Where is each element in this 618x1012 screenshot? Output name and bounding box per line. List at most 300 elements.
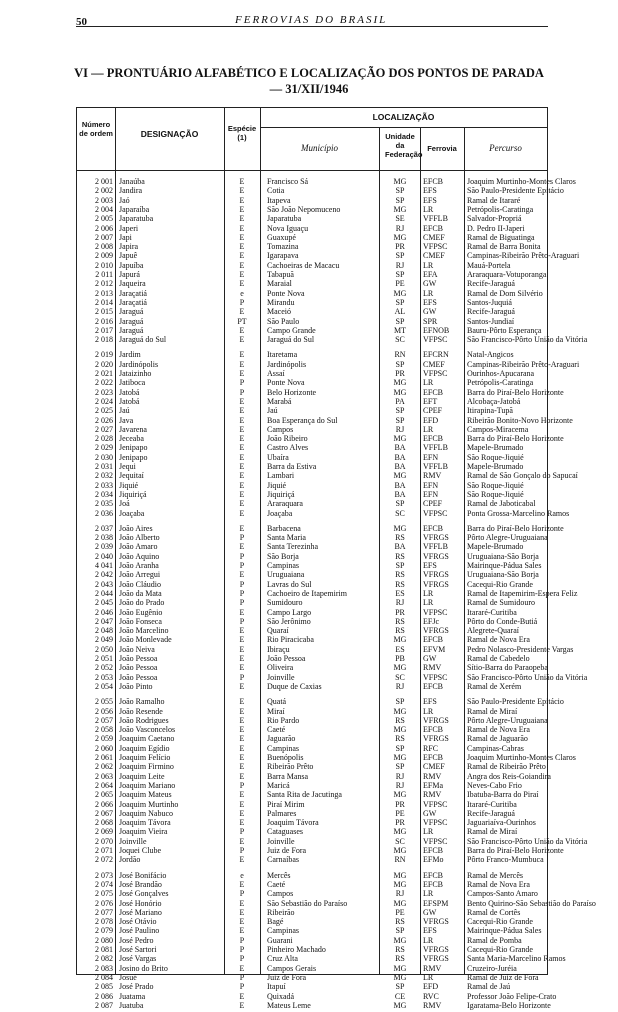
state: BA bbox=[394, 452, 406, 462]
state: RS bbox=[395, 954, 405, 964]
municipality: Carnaíbas bbox=[267, 855, 299, 865]
state: SP bbox=[395, 251, 405, 261]
railway: EFD bbox=[423, 982, 439, 992]
state: PE bbox=[395, 279, 405, 289]
railway: VFRGS bbox=[423, 917, 449, 927]
row-number: 2 011 bbox=[95, 270, 113, 279]
route: Neves-Cabo Frio bbox=[467, 780, 522, 790]
station-type: E bbox=[239, 508, 245, 518]
page-number: 50 bbox=[76, 16, 87, 28]
state: RS bbox=[395, 626, 405, 636]
row-number: 2 065 bbox=[95, 790, 113, 800]
station-name: Joaquim Távora bbox=[119, 818, 171, 828]
railway: CMEF bbox=[423, 359, 445, 369]
table-row bbox=[77, 508, 570, 520]
station-type: E bbox=[239, 415, 245, 425]
route: Recife-Jaraguá bbox=[467, 307, 515, 317]
station-type: E bbox=[239, 242, 245, 252]
route: Petrópolis-Caratinga bbox=[467, 204, 534, 214]
route: Santos-Juquiá bbox=[467, 297, 512, 307]
route: São Roque-Jiquié bbox=[467, 452, 524, 462]
railway: EFVM bbox=[423, 644, 446, 654]
header-especie: Espécie (1) bbox=[227, 124, 257, 142]
station-name: José Prado bbox=[119, 982, 154, 992]
municipality: Ponte Nova bbox=[267, 288, 305, 298]
railway: VFPSC bbox=[423, 672, 448, 682]
station-type: E bbox=[239, 808, 245, 818]
railway: EFCB bbox=[423, 434, 444, 444]
municipality: Campinas bbox=[267, 926, 299, 936]
station-type: E bbox=[239, 396, 245, 406]
municipality: São Sebastião do Paraíso bbox=[267, 898, 348, 908]
station-name: João Aquino bbox=[119, 551, 160, 561]
railway: EFN bbox=[423, 480, 439, 490]
station-type: E bbox=[239, 654, 245, 663]
station-type: E bbox=[239, 697, 245, 707]
station-type: E bbox=[239, 177, 245, 186]
railway: EFCB bbox=[423, 879, 444, 889]
station-name: Japeri bbox=[119, 223, 139, 233]
station-name: Juatuba bbox=[119, 1000, 144, 1010]
station-type: P bbox=[239, 297, 245, 307]
railway: EFS bbox=[423, 561, 437, 570]
railway: EFA bbox=[423, 270, 438, 279]
municipality: Bagé bbox=[267, 917, 284, 927]
station-type: P bbox=[239, 889, 245, 899]
station-type: E bbox=[239, 223, 245, 233]
route: Ramal de Miraí bbox=[467, 827, 518, 837]
municipality: Campinas bbox=[267, 561, 299, 570]
row-number: 2 004 bbox=[95, 204, 113, 214]
station-name: João da Mata bbox=[119, 588, 162, 598]
row-number: 2 060 bbox=[95, 743, 113, 753]
route: Ramal de Itararé bbox=[467, 195, 521, 205]
municipality: Buenópolis bbox=[267, 753, 304, 762]
route: Ponta Grossa-Marcelino Ramos bbox=[467, 508, 570, 518]
route: Santos-Jundiaí bbox=[467, 316, 515, 326]
state: RS bbox=[395, 579, 405, 589]
route: Pôrto Franco-Mumbuca bbox=[467, 855, 544, 865]
railway: CMEF bbox=[423, 762, 445, 772]
row-number: 2 055 bbox=[95, 697, 113, 707]
row-number: 2 064 bbox=[95, 780, 113, 790]
municipality: Campos Gerais bbox=[267, 963, 317, 973]
station-type: E bbox=[239, 335, 245, 345]
station-name: Jordão bbox=[119, 855, 141, 865]
route: Ramal de Cabedelo bbox=[467, 654, 530, 663]
station-name: Jaraçatiá bbox=[119, 288, 147, 298]
row-number: 2 070 bbox=[95, 836, 113, 846]
row-number: 2 028 bbox=[95, 434, 113, 444]
railway: EFN bbox=[423, 489, 439, 499]
route: São Paulo-Presidente Epitácio bbox=[467, 697, 564, 707]
railway: GW bbox=[423, 907, 437, 917]
railway: EFS bbox=[423, 297, 437, 307]
route: Ourinhos-Apucarana bbox=[467, 369, 535, 378]
state: MG bbox=[393, 471, 407, 481]
municipality: Campo Largo bbox=[267, 607, 312, 617]
railway: CMEF bbox=[423, 251, 445, 261]
railway: RMV bbox=[423, 471, 442, 481]
row-number: 2 058 bbox=[95, 725, 113, 735]
station-name: Jiquié bbox=[119, 480, 139, 490]
railway: EFN bbox=[423, 452, 439, 462]
row-number: 2 066 bbox=[95, 799, 113, 809]
row-number: 2 085 bbox=[95, 982, 113, 992]
station-name: Jaraguá bbox=[119, 316, 144, 326]
railway: EFCB bbox=[423, 635, 444, 645]
route: Ramal de Barra Bonita bbox=[467, 242, 541, 252]
state: ES bbox=[395, 644, 405, 654]
municipality: Francisco Sá bbox=[267, 177, 309, 186]
row-number: 2 083 bbox=[95, 963, 113, 973]
station-name: Joquei Clube bbox=[119, 846, 161, 855]
station-type: P bbox=[239, 387, 245, 397]
state: RJ bbox=[395, 780, 405, 790]
row-number: 2 069 bbox=[95, 827, 113, 837]
row-number: 2 018 bbox=[95, 335, 113, 345]
railway: LR bbox=[423, 378, 434, 388]
municipality: Quixadá bbox=[267, 991, 295, 1001]
state: SP bbox=[395, 499, 405, 509]
station-name: Joaçaba bbox=[119, 508, 145, 518]
row-number: 2 053 bbox=[95, 672, 113, 682]
row-number: 2 024 bbox=[95, 396, 113, 406]
station-name: Jenipapo bbox=[119, 452, 148, 462]
municipality: Ubaíra bbox=[267, 452, 289, 462]
station-type: E bbox=[239, 991, 245, 1001]
route: Ramal de Miraí bbox=[467, 706, 518, 716]
railway: LR bbox=[423, 288, 434, 298]
state: MG bbox=[393, 706, 407, 716]
railway: EFSPM bbox=[423, 898, 449, 908]
municipality: Japaratuba bbox=[267, 214, 302, 224]
municipality: Maricá bbox=[267, 780, 290, 790]
route: Ramal de Nova Era bbox=[467, 635, 530, 645]
route: Ramal de Biguatinga bbox=[467, 232, 535, 242]
station-type: E bbox=[239, 499, 245, 509]
station-name: José Brandão bbox=[119, 879, 162, 889]
railway: EFMa bbox=[423, 780, 443, 790]
station-type: E bbox=[239, 725, 245, 735]
header-localizacao: LOCALIZAÇÃO bbox=[372, 112, 435, 122]
route: São Francisco-Pôrto União da Vitória bbox=[467, 672, 588, 682]
station-name: Joaquim Vieira bbox=[119, 827, 168, 837]
station-type: E bbox=[239, 898, 245, 908]
row-number: 2 026 bbox=[95, 415, 113, 425]
station-name: Jatiboca bbox=[119, 378, 146, 388]
railway: LR bbox=[423, 588, 434, 598]
railway: EFT bbox=[423, 396, 438, 406]
station-type: E bbox=[239, 232, 245, 242]
route: Mairinque-Pádua Sales bbox=[467, 561, 542, 570]
route: Ramal de Itapemirim-Espera Feliz bbox=[467, 588, 578, 598]
route: Joaquim Murtinho-Montes Claros bbox=[467, 177, 576, 186]
station-type: P bbox=[239, 579, 245, 589]
row-number: 2 063 bbox=[95, 771, 113, 781]
route: Mapele-Brumado bbox=[467, 443, 524, 453]
row-number: 2 082 bbox=[95, 954, 113, 964]
railway: CPEF bbox=[423, 499, 443, 509]
station-name: Jaó bbox=[119, 195, 130, 205]
municipality: Cachoeiro de Itapemirim bbox=[267, 588, 347, 598]
state: RJ bbox=[395, 889, 405, 899]
station-name: José Vargas bbox=[119, 954, 157, 964]
route: Ramal de Dom Silvério bbox=[467, 288, 543, 298]
railway: GW bbox=[423, 808, 437, 818]
row-number: 2 014 bbox=[95, 297, 113, 307]
row-number: 2 084 bbox=[95, 972, 113, 982]
municipality: Jiquiriçá bbox=[267, 489, 295, 499]
municipality: Piraí Mirim bbox=[267, 799, 305, 809]
municipality: São Paulo bbox=[267, 316, 300, 326]
railway: RMV bbox=[423, 790, 442, 800]
header-numero: Número de ordem bbox=[79, 120, 113, 138]
state: RJ bbox=[395, 771, 405, 781]
station-type: E bbox=[239, 879, 245, 889]
route: Ramal de Pomba bbox=[467, 935, 522, 945]
railway: LR bbox=[423, 889, 434, 899]
station-type: E bbox=[239, 743, 245, 753]
municipality: Belo Horizonte bbox=[267, 387, 317, 397]
route: Salvador-Propriá bbox=[467, 214, 522, 224]
station-type: E bbox=[239, 452, 245, 462]
station-name: Jiquiriçá bbox=[119, 489, 147, 499]
station-type: E bbox=[239, 325, 245, 335]
route: Joaquim Murtinho-Montes Claros bbox=[467, 753, 576, 762]
municipality: São Jerônimo bbox=[267, 616, 311, 626]
route: Alegrete-Quaraí bbox=[467, 626, 519, 636]
state: SE bbox=[395, 214, 405, 224]
route: Jaguariaíva-Ourinhos bbox=[467, 818, 536, 828]
station-type: P bbox=[239, 954, 245, 964]
station-name: Japuíba bbox=[119, 260, 144, 270]
state: RJ bbox=[395, 424, 405, 434]
station-name: Jardim bbox=[119, 350, 141, 360]
station-name: Janaúba bbox=[119, 177, 145, 186]
row-number: 2 035 bbox=[95, 499, 113, 509]
route: Itararé-Curitiba bbox=[467, 799, 517, 809]
state: SP bbox=[395, 406, 405, 416]
route: Ramal de Ribeirão Prêto bbox=[467, 762, 546, 772]
station-type: e bbox=[240, 288, 244, 298]
state: MG bbox=[393, 387, 407, 397]
route: Cacequi-Rio Grande bbox=[467, 945, 533, 954]
row-number: 2 005 bbox=[95, 214, 113, 224]
station-name: José Otávio bbox=[119, 917, 157, 927]
state: MG bbox=[393, 963, 407, 973]
route: Sítio-Barra do Paraopeba bbox=[467, 663, 548, 673]
state: PR bbox=[395, 607, 405, 617]
route: Pôrto Alegre-Uruguaiana bbox=[467, 715, 548, 725]
station-name: João Pessoa bbox=[119, 663, 158, 673]
railway: VFRGS bbox=[423, 734, 449, 744]
railway: VFPSC bbox=[423, 369, 448, 378]
station-type: E bbox=[239, 799, 245, 809]
municipality: Santa Maria bbox=[267, 533, 306, 543]
railway: EFCB bbox=[423, 725, 444, 735]
railway: RMV bbox=[423, 663, 442, 673]
route: Barra do Piraí-Belo Horizonte bbox=[467, 387, 564, 397]
station-type: E bbox=[239, 753, 245, 762]
route: Bento Quirino-São Sebastião do Paraíso bbox=[467, 898, 596, 908]
route: Ramal de Juiz de Fora bbox=[467, 972, 539, 982]
state: MG bbox=[393, 177, 407, 186]
station-type: E bbox=[239, 926, 245, 936]
state: MG bbox=[393, 879, 407, 889]
state: RS bbox=[395, 533, 405, 543]
row-number: 2 033 bbox=[95, 480, 113, 490]
station-name: Jardinópolis bbox=[119, 359, 159, 369]
row-number: 2 050 bbox=[95, 644, 113, 654]
state: MG bbox=[393, 846, 407, 855]
station-name: Jaqueira bbox=[119, 279, 146, 289]
row-number: 2 020 bbox=[95, 359, 113, 369]
state: RN bbox=[394, 855, 406, 865]
row-number: 2 046 bbox=[95, 607, 113, 617]
station-type: PT bbox=[237, 316, 247, 326]
municipality: São João Nepomuceno bbox=[267, 204, 341, 214]
state: RS bbox=[395, 734, 405, 744]
state: MG bbox=[393, 378, 407, 388]
state: PA bbox=[395, 396, 405, 406]
state: RS bbox=[395, 551, 405, 561]
railway: GW bbox=[423, 279, 437, 289]
route: Igaratama-Belo Horizonte bbox=[467, 1000, 551, 1010]
state: SP bbox=[395, 359, 405, 369]
station-name: Joaquim Egídio bbox=[119, 743, 170, 753]
row-number: 2 021 bbox=[95, 369, 113, 378]
state: MG bbox=[393, 1000, 407, 1010]
state: RJ bbox=[395, 260, 405, 270]
railway: EFNOB bbox=[423, 325, 450, 335]
state: MG bbox=[393, 827, 407, 837]
municipality: Campinas bbox=[267, 743, 299, 753]
row-number: 2 012 bbox=[95, 279, 113, 289]
station-name: Japuê bbox=[119, 251, 138, 261]
route: São Francisco-Pôrto União da Vitória bbox=[467, 836, 588, 846]
station-type: E bbox=[239, 715, 245, 725]
state: SP bbox=[395, 982, 405, 992]
route: Mapele-Brumado bbox=[467, 462, 524, 471]
row-number: 2 002 bbox=[95, 186, 113, 196]
route: São Roque-Jiquié bbox=[467, 480, 524, 490]
railway: LR bbox=[423, 827, 434, 837]
station-type: P bbox=[239, 561, 245, 570]
header-unidade: Unidade da Federação bbox=[385, 132, 423, 159]
row-number: 2 022 bbox=[95, 378, 113, 388]
state: MG bbox=[393, 725, 407, 735]
station-name: João Pessoa bbox=[119, 672, 158, 682]
route: Ramal de Jaguarão bbox=[467, 734, 528, 744]
row-number: 2 016 bbox=[95, 316, 113, 326]
station-type: E bbox=[239, 214, 245, 224]
route: São Roque-Jiquié bbox=[467, 489, 524, 499]
route: Cruzeiro-Juréia bbox=[467, 963, 517, 973]
route: Ribeirão Bonito-Novo Horizonte bbox=[467, 415, 573, 425]
station-name: José Paulino bbox=[119, 926, 160, 936]
station-name: João Resende bbox=[119, 706, 163, 716]
row-number: 2 072 bbox=[95, 855, 113, 865]
row-number: 2 080 bbox=[95, 935, 113, 945]
municipality: Mercês bbox=[267, 870, 291, 880]
route: Cacequi-Rio Grande bbox=[467, 579, 533, 589]
municipality: Quatá bbox=[267, 697, 287, 707]
state: RJ bbox=[395, 598, 405, 608]
station-name: Jaraguá bbox=[119, 325, 144, 335]
row-number: 2 081 bbox=[95, 945, 113, 954]
municipality: Caeté bbox=[267, 879, 286, 889]
state: SP bbox=[395, 743, 405, 753]
municipality: Cataguases bbox=[267, 827, 303, 837]
municipality: Quaraí bbox=[267, 626, 289, 636]
railway: EFMo bbox=[423, 855, 444, 865]
route: Angra dos Reis-Goiandira bbox=[467, 771, 551, 781]
state: SP bbox=[395, 316, 405, 326]
station-type: E bbox=[239, 855, 245, 865]
municipality: Ibiraçu bbox=[267, 644, 290, 654]
station-type: E bbox=[239, 818, 245, 828]
station-name: João Fonseca bbox=[119, 616, 162, 626]
railway: EFCB bbox=[423, 177, 444, 186]
running-title: FERROVIAS DO BRASIL bbox=[235, 14, 388, 26]
railway: EFCB bbox=[423, 846, 444, 855]
station-type: E bbox=[239, 350, 245, 360]
station-name: João Vasconcelos bbox=[119, 725, 176, 735]
route: Professor João Felipe-Crato bbox=[467, 991, 557, 1001]
state: RS bbox=[395, 616, 405, 626]
municipality: João Ribeiro bbox=[267, 434, 308, 444]
municipality: Jaraguá do Sul bbox=[267, 335, 315, 345]
station-name: João Aires bbox=[119, 523, 153, 533]
municipality: Ribeirão Prêto bbox=[267, 762, 314, 772]
station-name: Jatobá bbox=[119, 387, 140, 397]
station-name: Joaquim Mateus bbox=[119, 790, 172, 800]
station-type: E bbox=[239, 644, 245, 654]
railway: LR bbox=[423, 598, 434, 608]
row-number: 2 049 bbox=[95, 635, 113, 645]
station-type: e bbox=[240, 870, 244, 880]
municipality: Cotia bbox=[267, 186, 285, 196]
state: MG bbox=[393, 898, 407, 908]
station-name: José Pedro bbox=[119, 935, 154, 945]
table-row bbox=[77, 854, 547, 866]
state: MG bbox=[393, 434, 407, 444]
route: Campinas-Cabras bbox=[467, 743, 524, 753]
railway: EFS bbox=[423, 697, 437, 707]
row-number: 2 032 bbox=[95, 471, 113, 481]
station-name: Joaquim Mariano bbox=[119, 780, 176, 790]
row-number: 2 079 bbox=[95, 926, 113, 936]
municipality: Rio Pardo bbox=[267, 715, 300, 725]
municipality: Guaxupé bbox=[267, 232, 296, 242]
state: MG bbox=[393, 635, 407, 645]
railway: VFRGS bbox=[423, 579, 449, 589]
station-name: Jatobá bbox=[119, 396, 140, 406]
station-name: José Sartori bbox=[119, 945, 157, 954]
municipality: Campos bbox=[267, 889, 294, 899]
station-type: E bbox=[239, 406, 245, 416]
state: MG bbox=[393, 935, 407, 945]
municipality: Barbacena bbox=[267, 523, 301, 533]
railway: VFRGS bbox=[423, 626, 449, 636]
header-municipio: Município bbox=[301, 143, 338, 153]
state: PE bbox=[395, 907, 405, 917]
row-number: 2 077 bbox=[95, 907, 113, 917]
station-name: João do Prado bbox=[119, 598, 165, 608]
railway: EFCB bbox=[423, 387, 444, 397]
route: Santa Maria-Marcelino Ramos bbox=[467, 954, 566, 964]
